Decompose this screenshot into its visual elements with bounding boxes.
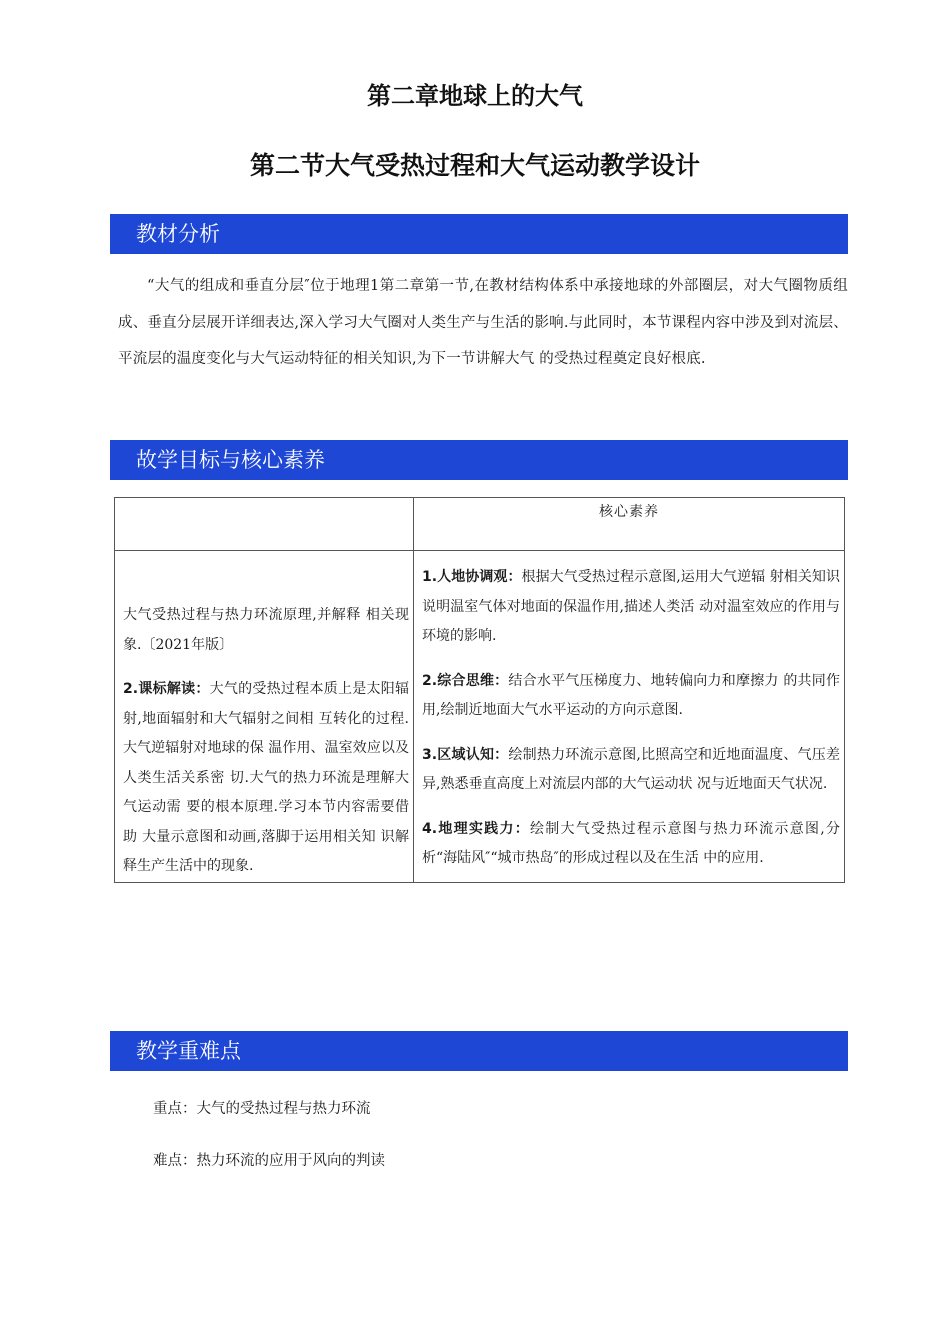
curriculum-interpretation-text: 大气的受热过程本质上是太阳辐射,地面辐射和大气辐射之间相 互转化的过程.大气逆辐射对地球的保 温作用、温室效应以及人类生活关系密 切.大气的热力环流是理解大气运动需 要的根本原理.学习本节内容需要借助 大量示意图和动画,落脚于运用相关知 识解释生产生活中的现象. bbox=[123, 681, 410, 874]
core-literacy-item bbox=[422, 563, 840, 652]
core-literacy-item bbox=[422, 741, 840, 800]
core-literacy-text: 根据大气受热过程示意图,运用大气逆辐 射相关知识说明温室气体对地面的保温作用,描述人类活 动对温室效应的作用与环境的影响. bbox=[422, 569, 841, 644]
curriculum-interpretation-label: 2.课标解读： bbox=[123, 681, 210, 697]
goals-table-header-row bbox=[115, 498, 845, 551]
goals-table-body-row bbox=[115, 551, 845, 883]
core-literacy-text: 绘制大气受热过程示意图与热力环流示意图,分析“海陆风″“城市热岛″的形成过程以及在生活 中的应用. bbox=[422, 820, 840, 866]
core-literacy-item bbox=[422, 667, 840, 726]
curriculum-standard-text: 大气受热过程与热力环流原理,并解释 相关现象.〔2021年版〕 bbox=[123, 607, 409, 653]
curriculum-interpretation bbox=[123, 675, 409, 882]
section-heading-key-points: 教学重难点 bbox=[110, 1031, 848, 1071]
section-title: 第二节大气受热过程和大气运动教学设计 bbox=[249, 151, 700, 180]
chapter-title: 第二章地球上的大气 bbox=[367, 82, 583, 110]
core-literacy-cell bbox=[414, 551, 845, 883]
core-literacy-label: 3.区域认知： bbox=[422, 746, 509, 763]
key-point-difficulty: 难点：热力环流的应用于风向的判读 bbox=[153, 1153, 385, 1169]
goals-table-header-left bbox=[115, 498, 414, 551]
core-literacy-label: 2.综合思维： bbox=[422, 672, 509, 689]
core-literacy-label: 4.地理实践力： bbox=[422, 820, 530, 837]
core-literacy-label: 1.人地协调观： bbox=[422, 569, 522, 585]
core-literacy-text: 结合水平气压梯度力、地转偏向力和摩擦力 的共同作用,绘制近地面大气水平运动的方向示意图. bbox=[422, 672, 840, 718]
key-point-focus: 重点：大气的受热过程与热力环流 bbox=[153, 1101, 371, 1117]
goals-table-header-right: 核心素养 bbox=[414, 498, 845, 551]
curriculum-standard-cell bbox=[115, 551, 414, 883]
section-heading-analysis: 教材分析 bbox=[110, 214, 848, 254]
section-heading-goals: 故学目标与核心素养 bbox=[110, 440, 848, 480]
core-literacy-text: 绘制热力环流示意图,比照高空和近地面温度、气压差异,熟悉垂直高度上对流层内部的大气运动状 况与近地面天气状况. bbox=[422, 746, 840, 792]
core-literacy-item bbox=[422, 815, 840, 874]
analysis-paragraph: “大气的组成和垂直分层″位于地理1第二章第一节,在教材结构体系中承接地球的外部圈层，对大气圈物质组成、垂直分层展开详细表达,深入学习大气圈对人类生产与生活的影响.与此同时，本节课程内容中涉及到对流层、平流层的温度变化与大气运动特征的相关知识,为下一节讲解大气 的受热过程奠定良好根底. bbox=[118, 278, 848, 367]
goals-table bbox=[114, 497, 845, 883]
